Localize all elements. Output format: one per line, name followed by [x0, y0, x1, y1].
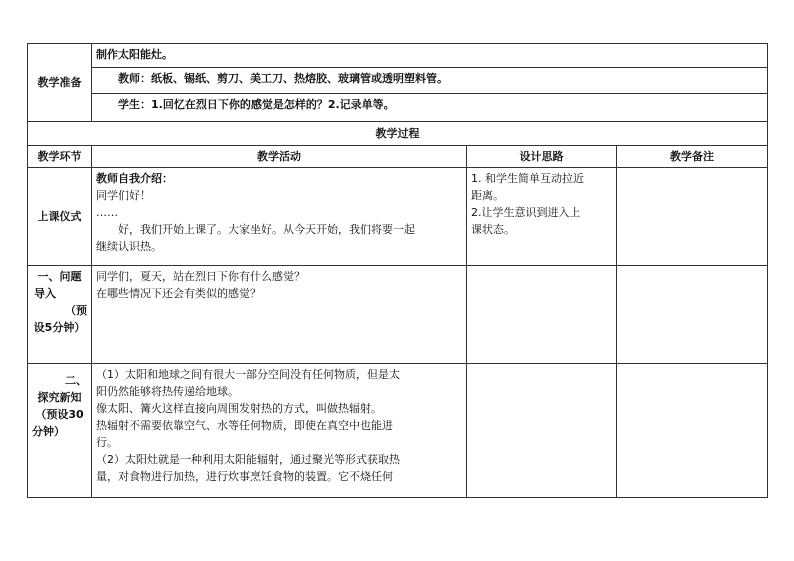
prep-teacher-cell — [92, 68, 768, 94]
prep-student-cell — [92, 94, 768, 122]
activity-line: 像太阳、篝火这样直接向周围发射热的方式，叫做热辐射。 — [96, 402, 382, 415]
activity-line: 同学们好！ — [96, 189, 151, 202]
header-note: 教学备注 — [617, 146, 768, 168]
design-cell — [467, 266, 617, 364]
prep-teacher-text: 纸板、锡纸、剪刀、美工刀、热熔胶、玻璃管或透明塑料管。 — [151, 72, 448, 85]
activity-cell — [92, 168, 467, 266]
stage-text: （预设30 — [35, 408, 84, 421]
prep-teacher-prefix: 教师： — [118, 72, 151, 85]
header-activity: 教学活动 — [92, 146, 467, 168]
stage-text: 二、 — [65, 374, 87, 387]
note-cell — [617, 266, 768, 364]
note-cell — [617, 364, 768, 498]
prep-row-1 — [28, 44, 768, 68]
activity-line: 同学们，夏天，站在烈日下你有什么感觉？ — [96, 270, 305, 283]
activity-cell — [92, 364, 467, 498]
activity-line: 继续认识热。 — [96, 240, 162, 253]
activity-cell — [92, 266, 467, 364]
activity-line: …… — [96, 206, 118, 219]
process-title: 教学过程 — [28, 122, 768, 146]
activity-line: （1）太阳和地球之间有很大一部分空间没有任何物质，但是太 — [96, 368, 400, 381]
stage-cell — [28, 266, 92, 364]
activity-line: 在哪些情况下还会有类似的感觉？ — [96, 287, 261, 300]
lesson-plan-table — [27, 43, 768, 498]
stage-text: 探究新知 — [37, 391, 82, 404]
design-line: 课状态。 — [471, 223, 515, 236]
design-line: 1. 和学生简单互动拉近 — [471, 172, 584, 185]
prep-materials-text: 制作太阳能灶。 — [92, 44, 768, 68]
stage-cell — [28, 168, 92, 266]
stage-text: （预 — [65, 304, 87, 317]
design-cell — [467, 364, 617, 498]
header-design: 设计思路 — [467, 146, 617, 168]
prep-row-3 — [28, 94, 768, 122]
table-row — [28, 364, 768, 498]
header-row — [28, 146, 768, 168]
prep-student-prefix: 学生： — [118, 98, 151, 111]
stage-text: 一、问题 — [37, 270, 82, 283]
activity-line: 量，对食物进行加热，进行炊事烹饪食物的装置。它不烧任何 — [96, 470, 393, 483]
activity-line: 教师自我介绍： — [96, 172, 173, 185]
stage-text: 分钟） — [32, 425, 65, 438]
activity-line: 行。 — [96, 436, 118, 449]
note-cell — [617, 168, 768, 266]
header-stage: 教学环节 — [28, 146, 92, 168]
activity-line: 好，我们开始上课了。大家坐好。从今天开始，我们将要一起 — [96, 223, 415, 236]
prep-student-text: 1.回忆在烈日下你的感觉是怎样的？2.记录单等。 — [151, 98, 395, 111]
stage-text: 设5分钟） — [33, 321, 86, 334]
stage-text: 导入 — [34, 287, 56, 300]
activity-line: （2）太阳灶就是一种利用太阳能辐射，通过聚光等形式获取热 — [96, 453, 400, 466]
activity-line: 热辐射不需要依靠空气、水等任何物质，即使在真空中也能进 — [96, 419, 393, 432]
design-line: 距离。 — [471, 189, 504, 202]
stage-text: 上课仪式 — [37, 210, 82, 223]
table-row — [28, 266, 768, 364]
prep-row-2 — [28, 68, 768, 94]
stage-cell — [28, 364, 92, 498]
process-title-row — [28, 122, 768, 146]
table-row — [28, 168, 768, 266]
design-line: 2.让学生意识到进入上 — [471, 206, 581, 219]
design-cell — [467, 168, 617, 266]
prep-label: 教学准备 — [28, 44, 92, 122]
activity-line: 阳仍然能够将热传递给地球。 — [96, 385, 239, 398]
